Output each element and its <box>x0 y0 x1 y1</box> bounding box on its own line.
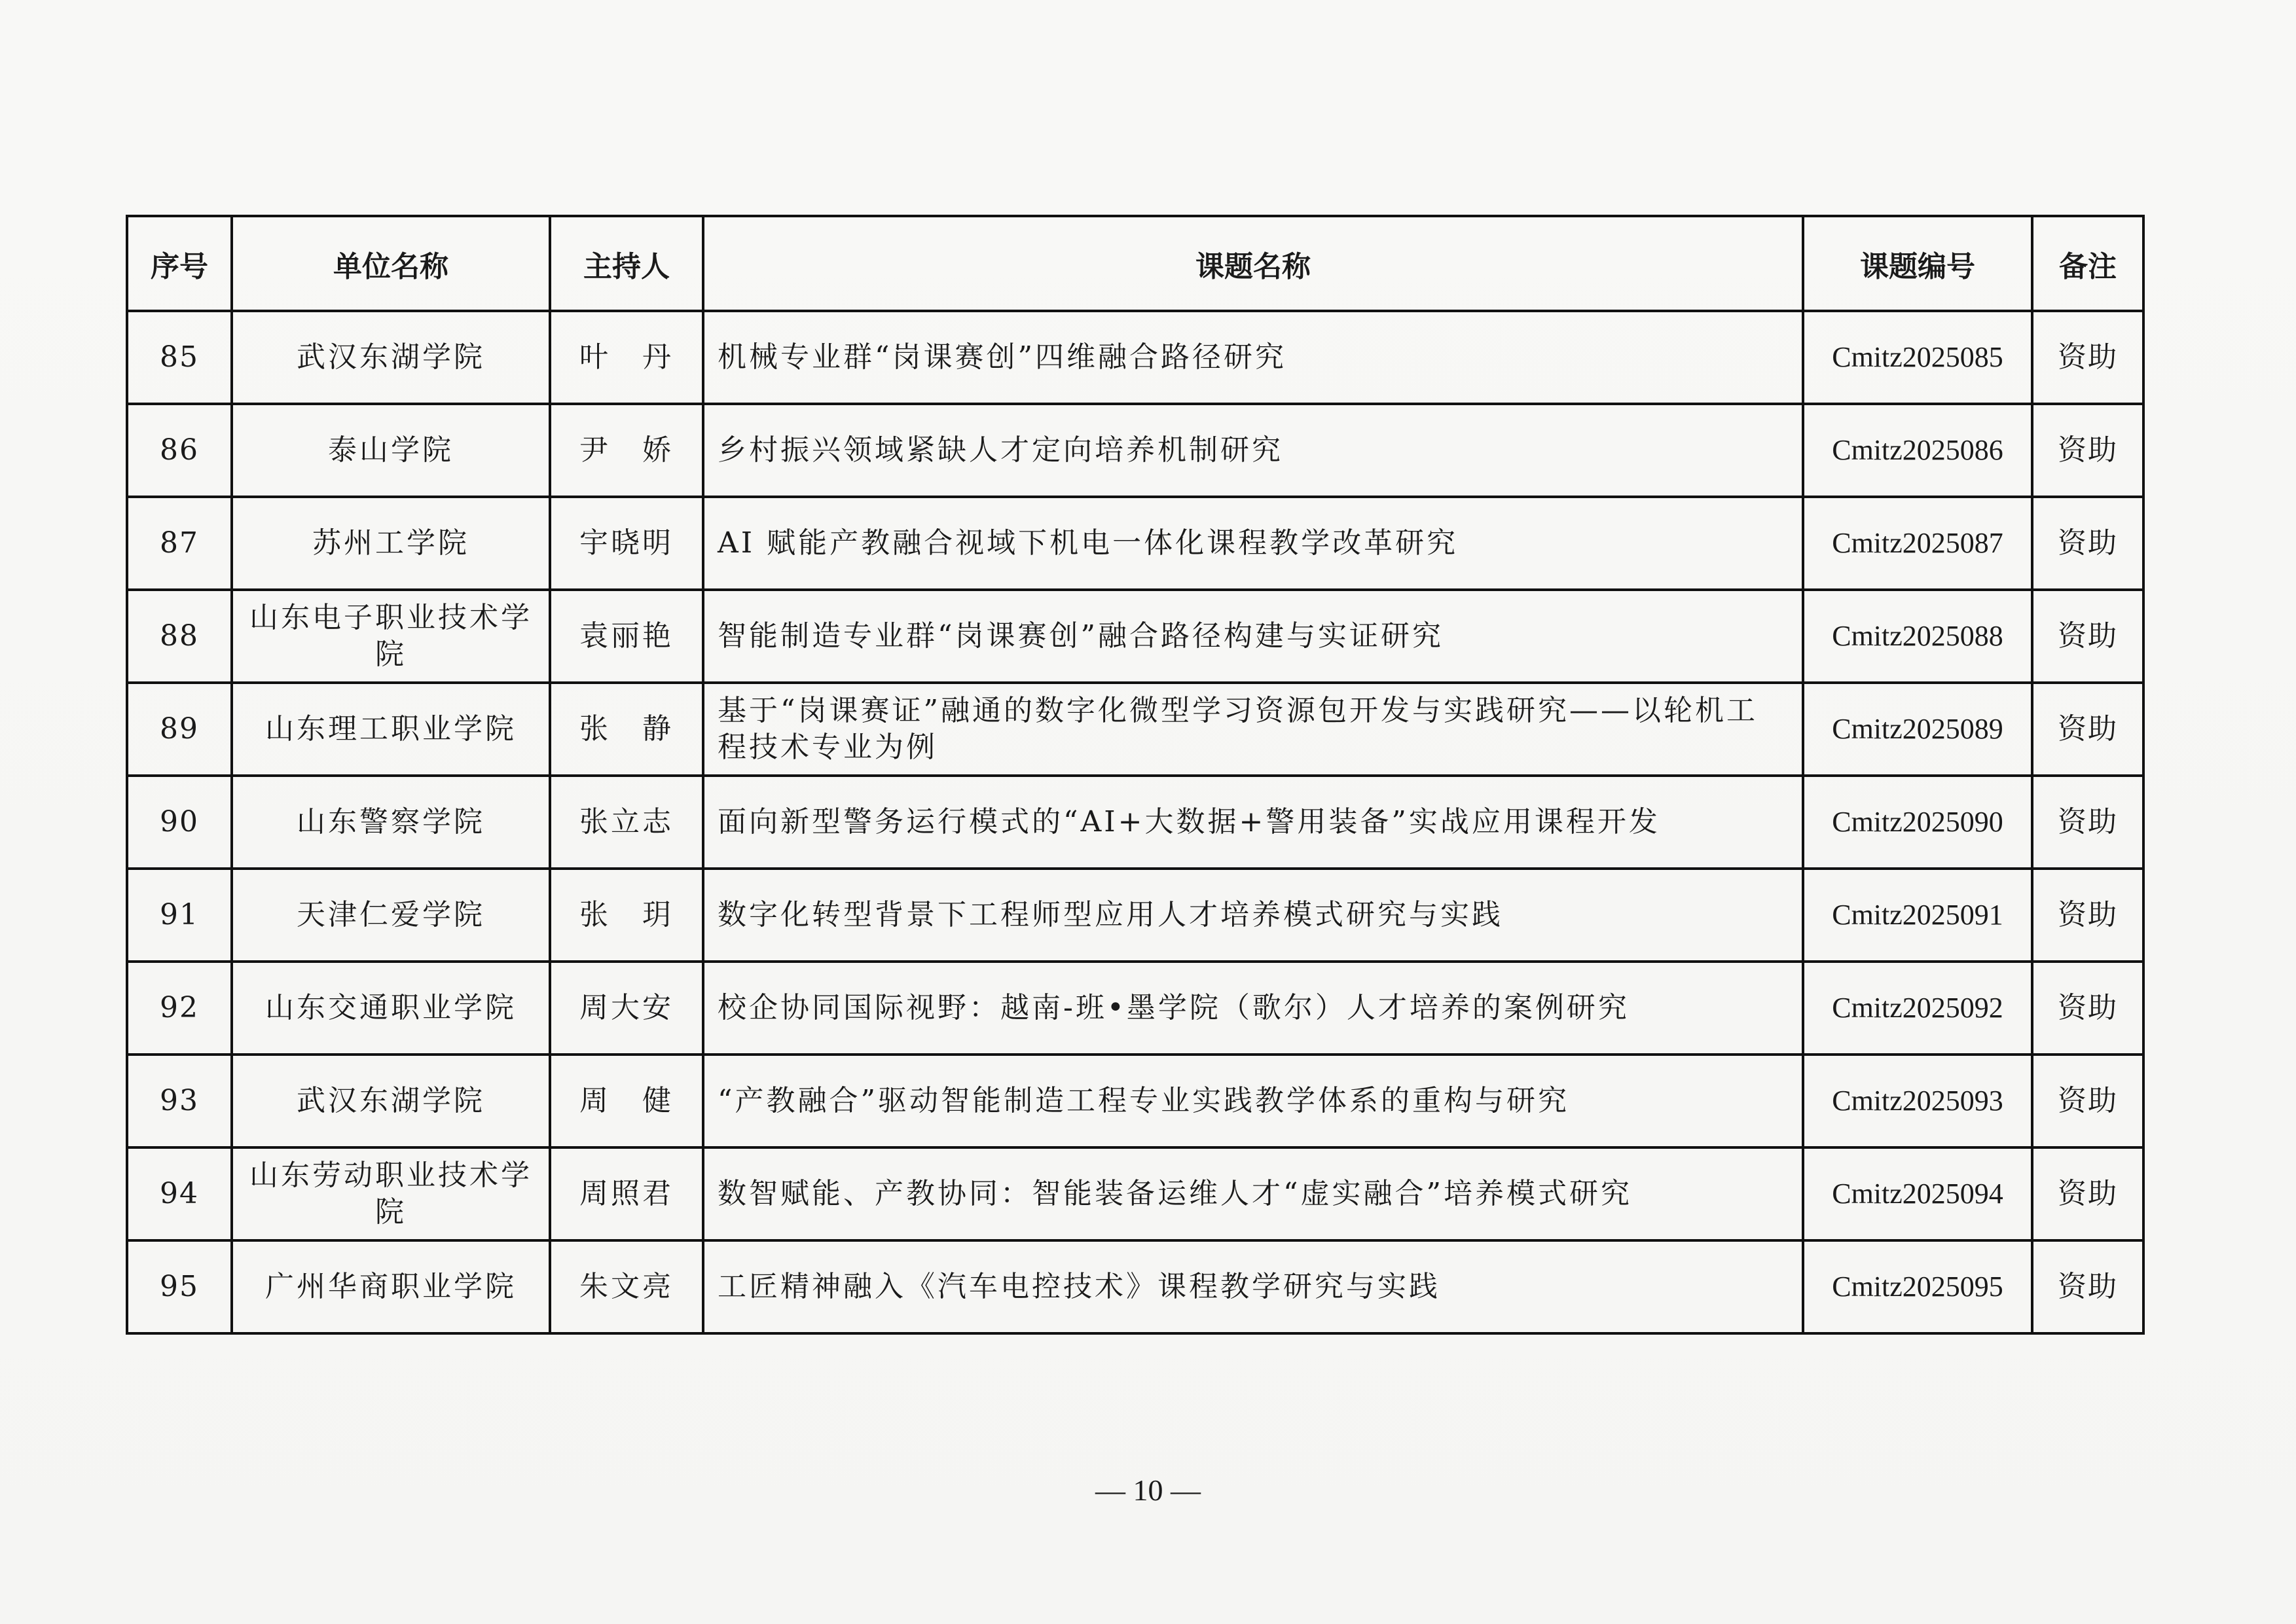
table-body <box>127 311 2143 1333</box>
cell-unit: 山东电子职业技术学院 <box>232 590 550 683</box>
cell-topic: 基于“岗课赛证”融通的数字化微型学习资源包开发与实践研究——以轮机工程技术专业为例 <box>703 683 1803 776</box>
table-row <box>127 404 2143 497</box>
table-header <box>127 216 2143 311</box>
cell-code: Cmitz2025085 <box>1803 311 2032 404</box>
cell-host: 宇晓明 <box>550 497 703 590</box>
cell-num: 88 <box>127 590 232 683</box>
table-row <box>127 311 2143 404</box>
cell-note: 资助 <box>2032 962 2143 1055</box>
cell-num: 94 <box>127 1147 232 1240</box>
cell-unit: 广州华商职业学院 <box>232 1240 550 1333</box>
header-code: 课题编号 <box>1803 216 2032 311</box>
cell-topic: 智能制造专业群“岗课赛创”融合路径构建与实证研究 <box>703 590 1803 683</box>
cell-topic: 面向新型警务运行模式的“AI+大数据+警用装备”实战应用课程开发 <box>703 776 1803 869</box>
cell-unit: 天津仁爱学院 <box>232 869 550 962</box>
cell-num: 92 <box>127 962 232 1055</box>
cell-host: 周 健 <box>550 1055 703 1147</box>
cell-topic: 数智赋能、产教协同：智能装备运维人才“虚实融合”培养模式研究 <box>703 1147 1803 1240</box>
cell-num: 85 <box>127 311 232 404</box>
header-host: 主持人 <box>550 216 703 311</box>
cell-host: 尹 娇 <box>550 404 703 497</box>
cell-host: 朱文亮 <box>550 1240 703 1333</box>
project-list-table <box>126 215 2145 1335</box>
cell-topic: 乡村振兴领域紧缺人才定向培养机制研究 <box>703 404 1803 497</box>
cell-unit: 山东警察学院 <box>232 776 550 869</box>
table-row <box>127 683 2143 776</box>
cell-unit: 山东交通职业学院 <box>232 962 550 1055</box>
cell-code: Cmitz2025087 <box>1803 497 2032 590</box>
header-num: 序号 <box>127 216 232 311</box>
cell-topic: 校企协同国际视野：越南-班•墨学院（歌尔）人才培养的案例研究 <box>703 962 1803 1055</box>
cell-host: 袁丽艳 <box>550 590 703 683</box>
cell-code: Cmitz2025094 <box>1803 1147 2032 1240</box>
cell-unit: 山东劳动职业技术学院 <box>232 1147 550 1240</box>
cell-code: Cmitz2025089 <box>1803 683 2032 776</box>
cell-num: 90 <box>127 776 232 869</box>
cell-code: Cmitz2025088 <box>1803 590 2032 683</box>
cell-num: 93 <box>127 1055 232 1147</box>
cell-host: 周照君 <box>550 1147 703 1240</box>
cell-code: Cmitz2025093 <box>1803 1055 2032 1147</box>
cell-code: Cmitz2025092 <box>1803 962 2032 1055</box>
header-note: 备注 <box>2032 216 2143 311</box>
header-unit: 单位名称 <box>232 216 550 311</box>
cell-num: 89 <box>127 683 232 776</box>
cell-note: 资助 <box>2032 869 2143 962</box>
table-row <box>127 1147 2143 1240</box>
cell-num: 87 <box>127 497 232 590</box>
cell-note: 资助 <box>2032 1147 2143 1240</box>
cell-num: 86 <box>127 404 232 497</box>
cell-topic: 工匠精神融入《汽车电控技术》课程教学研究与实践 <box>703 1240 1803 1333</box>
table-row <box>127 497 2143 590</box>
cell-code: Cmitz2025086 <box>1803 404 2032 497</box>
cell-note: 资助 <box>2032 497 2143 590</box>
table-row <box>127 869 2143 962</box>
table-row <box>127 1240 2143 1333</box>
cell-note: 资助 <box>2032 1055 2143 1147</box>
cell-host: 张立志 <box>550 776 703 869</box>
cell-unit: 武汉东湖学院 <box>232 1055 550 1147</box>
cell-note: 资助 <box>2032 404 2143 497</box>
cell-code: Cmitz2025095 <box>1803 1240 2032 1333</box>
cell-topic: AI 赋能产教融合视域下机电一体化课程教学改革研究 <box>703 497 1803 590</box>
cell-num: 95 <box>127 1240 232 1333</box>
cell-note: 资助 <box>2032 1240 2143 1333</box>
cell-unit: 武汉东湖学院 <box>232 311 550 404</box>
cell-note: 资助 <box>2032 776 2143 869</box>
cell-note: 资助 <box>2032 683 2143 776</box>
cell-unit: 山东理工职业学院 <box>232 683 550 776</box>
cell-unit: 苏州工学院 <box>232 497 550 590</box>
cell-host: 叶 丹 <box>550 311 703 404</box>
cell-unit: 泰山学院 <box>232 404 550 497</box>
cell-topic: 机械专业群“岗课赛创”四维融合路径研究 <box>703 311 1803 404</box>
cell-host: 张 静 <box>550 683 703 776</box>
cell-note: 资助 <box>2032 590 2143 683</box>
table-row <box>127 590 2143 683</box>
header-row <box>127 216 2143 311</box>
table-row <box>127 776 2143 869</box>
cell-note: 资助 <box>2032 311 2143 404</box>
header-topic: 课题名称 <box>703 216 1803 311</box>
cell-host: 张 玥 <box>550 869 703 962</box>
cell-host: 周大安 <box>550 962 703 1055</box>
cell-code: Cmitz2025091 <box>1803 869 2032 962</box>
cell-code: Cmitz2025090 <box>1803 776 2032 869</box>
cell-topic: “产教融合”驱动智能制造工程专业实践教学体系的重构与研究 <box>703 1055 1803 1147</box>
table-row <box>127 962 2143 1055</box>
page-number: — 10 — <box>1095 1473 1201 1507</box>
table-row <box>127 1055 2143 1147</box>
cell-topic: 数字化转型背景下工程师型应用人才培养模式研究与实践 <box>703 869 1803 962</box>
cell-num: 91 <box>127 869 232 962</box>
